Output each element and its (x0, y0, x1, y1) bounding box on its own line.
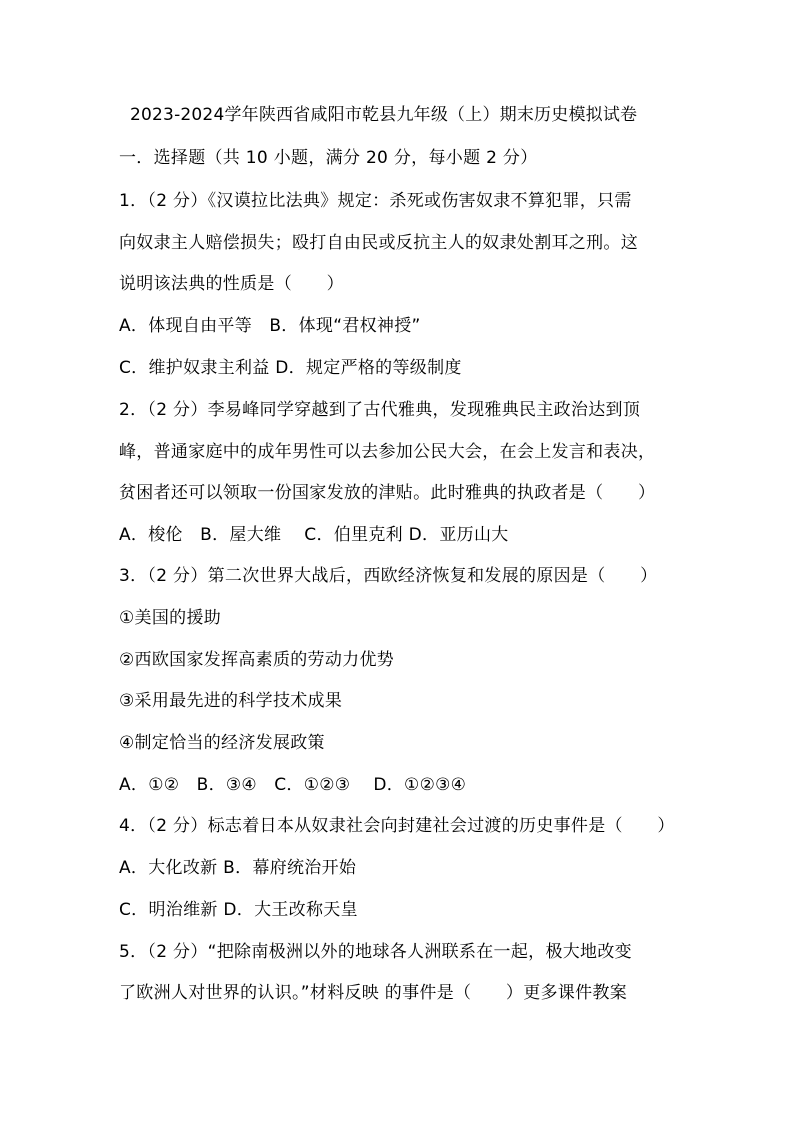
question-4-options-ab: A．大化改新 B．幕府统治开始 (119, 858, 357, 878)
question-2-options: A．梭伦 B．屋大维 C．伯里克利 D．亚历山大 (119, 525, 509, 545)
question-2-line-2: 峰，普通家庭中的成年男性可以去参加公民大会，在会上发言和表决， (119, 442, 656, 462)
question-2-line-1: 2．（2 分）李易峰同学穿越到了古代雅典，发现雅典民主政治达到顶 (119, 400, 641, 420)
section-heading: 一．选择题（共 10 小题，满分 20 分，每小题 2 分） (119, 148, 538, 168)
question-1-options-ab: A．体现自由平等 B．体现“君权神授” (119, 316, 421, 336)
exam-title: 2023-2024学年陕西省咸阳市乾县九年级（上）期末历史模拟试卷 (130, 105, 638, 125)
question-3-line-1: 3．（2 分）第二次世界大战后，西欧经济恢复和发展的原因是（ ） (119, 566, 658, 586)
question-3-item-1: ①美国的援助 (119, 608, 222, 628)
question-4-line-1: 4．（2 分）标志着日本从奴隶社会向封建社会过渡的历史事件是（ ） (119, 816, 675, 836)
question-1-line-1: 1．（2 分）《汉谟拉比法典》规定：杀死或伤害奴隶不算犯罪，只需 (119, 191, 632, 211)
question-1-line-2: 向奴隶主人赔偿损失；殴打自由民或反抗主人的奴隶处割耳之刑。这 (119, 233, 638, 253)
question-3-item-2: ②西欧国家发挥高素质的劳动力优势 (119, 650, 395, 670)
question-1-line-3: 说明该法典的性质是（ ） (119, 274, 344, 294)
question-5-line-2: 了欧洲人对世界的认识。”材料反映 的事件是（ ）更多课件教案 (119, 983, 628, 1003)
question-1-options-cd: C．维护奴隶主利益 D．规定严格的等级制度 (119, 358, 462, 378)
question-2-line-3: 贫困者还可以领取一份国家发放的津贴。此时雅典的执政者是（ ） (119, 483, 656, 503)
question-5-line-1: 5．（2 分）“把除南极洲以外的地球各人洲联系在一起，极大地改变 (119, 942, 632, 962)
question-3-options: A．①② B．③④ C．①②③ D．①②③④ (119, 775, 467, 795)
question-3-item-3: ③采用最先进的科学技术成果 (119, 691, 343, 711)
question-3-item-4: ④制定恰当的经济发展政策 (119, 733, 325, 753)
question-4-options-cd: C．明治维新 D．大王改称天皇 (119, 900, 358, 920)
